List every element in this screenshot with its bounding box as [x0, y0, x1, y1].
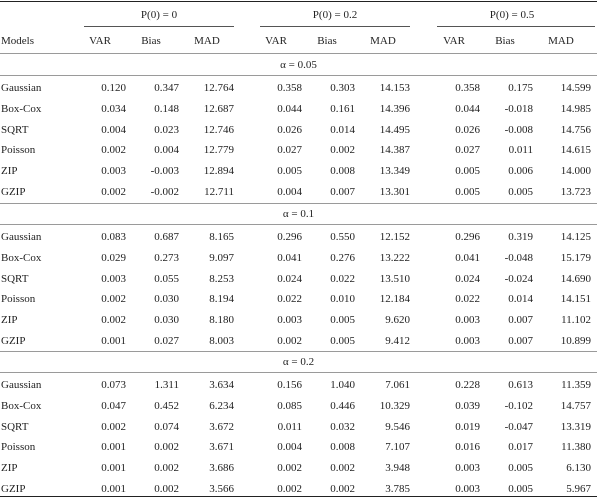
value-cell: 0.002 — [154, 462, 179, 474]
value-cell: 6.234 — [209, 400, 234, 412]
value-cell: 0.007 — [330, 186, 355, 198]
value-cell: 11.359 — [561, 379, 591, 391]
metric-header-var: VAR — [89, 35, 111, 47]
model-name: ZIP — [1, 165, 18, 177]
value-cell: 12.711 — [204, 186, 234, 198]
section-title: α = 0.1 — [282, 208, 315, 220]
value-cell: 0.296 — [455, 231, 480, 243]
value-cell: 10.329 — [379, 400, 410, 412]
value-cell: 0.002 — [101, 144, 126, 156]
value-cell: 3.566 — [209, 483, 234, 495]
value-cell: 0.034 — [101, 103, 126, 115]
value-cell: 0.039 — [455, 400, 480, 412]
section-divider — [0, 75, 597, 76]
value-cell: 0.005 — [277, 165, 302, 177]
value-cell: 0.004 — [101, 124, 126, 136]
value-cell: 11.380 — [561, 441, 591, 453]
value-cell: 0.120 — [101, 82, 126, 94]
value-cell: 11.102 — [561, 314, 591, 326]
value-cell: 0.002 — [101, 293, 126, 305]
value-cell: 0.003 — [455, 483, 480, 495]
value-cell: -0.002 — [150, 186, 179, 198]
metric-header-mad: MAD — [370, 35, 396, 47]
model-name: GZIP — [1, 335, 26, 347]
value-cell: 0.085 — [277, 400, 302, 412]
value-cell: 0.044 — [277, 103, 302, 115]
value-cell: 14.690 — [560, 273, 591, 285]
value-cell: 0.007 — [508, 314, 533, 326]
value-cell: 0.027 — [154, 335, 179, 347]
value-cell: 0.228 — [455, 379, 480, 391]
value-cell: 0.175 — [508, 82, 533, 94]
value-cell: 12.687 — [203, 103, 234, 115]
value-cell: 12.779 — [203, 144, 234, 156]
value-cell: 0.032 — [330, 421, 355, 433]
value-cell: 0.002 — [101, 186, 126, 198]
value-cell: 0.014 — [508, 293, 533, 305]
value-cell: 0.001 — [101, 483, 126, 495]
value-cell: 5.967 — [566, 483, 591, 495]
metric-header-var: VAR — [265, 35, 287, 47]
model-name: Box-Cox — [1, 103, 42, 115]
value-cell: 0.022 — [277, 293, 302, 305]
value-cell: 0.002 — [101, 314, 126, 326]
section-divider — [0, 372, 597, 373]
value-cell: 0.017 — [508, 441, 533, 453]
value-cell: 0.055 — [154, 273, 179, 285]
value-cell: 0.687 — [154, 231, 179, 243]
value-cell: 12.152 — [379, 231, 410, 243]
value-cell: 9.546 — [385, 421, 410, 433]
value-cell: 3.785 — [385, 483, 410, 495]
value-cell: 15.179 — [560, 252, 591, 264]
value-cell: 14.985 — [560, 103, 591, 115]
model-name: Gaussian — [1, 379, 42, 391]
metric-header-bias: Bias — [495, 35, 515, 47]
value-cell: 14.757 — [560, 400, 591, 412]
value-cell: 0.047 — [101, 400, 126, 412]
value-cell: 0.003 — [455, 462, 480, 474]
value-cell: 0.030 — [154, 293, 179, 305]
value-cell: 7.061 — [385, 379, 410, 391]
value-cell: 0.358 — [277, 82, 302, 94]
value-cell: 0.006 — [508, 165, 533, 177]
value-cell: 13.319 — [560, 421, 591, 433]
value-cell: 0.002 — [154, 441, 179, 453]
value-cell: 0.002 — [101, 421, 126, 433]
value-cell: 0.022 — [330, 273, 355, 285]
model-name: Gaussian — [1, 231, 42, 243]
group-underline-p0 — [84, 26, 234, 27]
model-name: SQRT — [1, 273, 29, 285]
value-cell: 0.002 — [330, 462, 355, 474]
value-cell: 12.894 — [203, 165, 234, 177]
value-cell: 0.011 — [508, 144, 533, 156]
value-cell: 0.004 — [277, 186, 302, 198]
model-name: Gaussian — [1, 82, 42, 94]
group-header-p02: P(0) = 0.2 — [312, 9, 358, 21]
value-cell: 0.002 — [277, 462, 302, 474]
value-cell: -0.047 — [504, 421, 533, 433]
value-cell: 3.634 — [209, 379, 234, 391]
value-cell: 14.153 — [379, 82, 410, 94]
value-cell: 0.003 — [101, 165, 126, 177]
value-cell: 0.005 — [330, 335, 355, 347]
group-underline-p05 — [437, 26, 595, 27]
value-cell: -0.024 — [504, 273, 533, 285]
value-cell: 0.005 — [455, 186, 480, 198]
value-cell: 0.276 — [330, 252, 355, 264]
value-cell: 8.180 — [209, 314, 234, 326]
value-cell: 0.002 — [277, 483, 302, 495]
value-cell: 0.002 — [154, 483, 179, 495]
value-cell: 0.001 — [101, 335, 126, 347]
value-cell: 0.319 — [508, 231, 533, 243]
value-cell: 14.151 — [560, 293, 591, 305]
value-cell: 12.764 — [203, 82, 234, 94]
value-cell: 14.396 — [379, 103, 410, 115]
value-cell: 8.253 — [209, 273, 234, 285]
model-name: GZIP — [1, 483, 26, 495]
value-cell: 14.125 — [560, 231, 591, 243]
value-cell: 0.004 — [277, 441, 302, 453]
value-cell: 0.027 — [277, 144, 302, 156]
group-underline-p02 — [260, 26, 410, 27]
value-cell: 0.303 — [330, 82, 355, 94]
value-cell: 9.412 — [385, 335, 410, 347]
value-cell: 0.003 — [455, 335, 480, 347]
value-cell: 0.027 — [455, 144, 480, 156]
value-cell: 0.024 — [455, 273, 480, 285]
value-cell: 13.723 — [560, 186, 591, 198]
value-cell: 0.148 — [154, 103, 179, 115]
value-cell: 0.550 — [330, 231, 355, 243]
value-cell: 0.446 — [330, 400, 355, 412]
value-cell: 0.273 — [154, 252, 179, 264]
value-cell: -0.048 — [504, 252, 533, 264]
value-cell: 10.899 — [560, 335, 591, 347]
value-cell: 3.948 — [385, 462, 410, 474]
value-cell: 0.029 — [101, 252, 126, 264]
value-cell: 14.387 — [379, 144, 410, 156]
value-cell: 0.001 — [101, 462, 126, 474]
value-cell: 1.311 — [154, 379, 179, 391]
value-cell: 0.005 — [508, 483, 533, 495]
value-cell: 1.040 — [330, 379, 355, 391]
metric-header-bias: Bias — [141, 35, 161, 47]
value-cell: 0.156 — [277, 379, 302, 391]
value-cell: 0.016 — [455, 441, 480, 453]
header-bottom-rule — [0, 53, 597, 54]
value-cell: 0.041 — [277, 252, 302, 264]
value-cell: 0.002 — [330, 483, 355, 495]
value-cell: 14.615 — [560, 144, 591, 156]
value-cell: 0.026 — [455, 124, 480, 136]
value-cell: 0.004 — [154, 144, 179, 156]
value-cell: 12.746 — [203, 124, 234, 136]
value-cell: -0.003 — [150, 165, 179, 177]
model-name: Poisson — [1, 293, 36, 305]
section-divider — [0, 224, 597, 225]
value-cell: 0.161 — [330, 103, 355, 115]
model-name: ZIP — [1, 462, 18, 474]
value-cell: 6.130 — [566, 462, 591, 474]
table-top-rule — [0, 1, 597, 2]
value-cell: 0.001 — [101, 441, 126, 453]
value-cell: 9.097 — [209, 252, 234, 264]
value-cell: 0.022 — [455, 293, 480, 305]
value-cell: 0.074 — [154, 421, 179, 433]
value-cell: 13.510 — [379, 273, 410, 285]
value-cell: 0.358 — [455, 82, 480, 94]
section-top-rule — [0, 203, 597, 204]
table-bottom-rule — [0, 496, 597, 497]
value-cell: 0.005 — [330, 314, 355, 326]
model-name: Box-Cox — [1, 252, 42, 264]
section-title: α = 0.05 — [280, 59, 317, 71]
metric-header-mad: MAD — [548, 35, 574, 47]
value-cell: 8.194 — [209, 293, 234, 305]
value-cell: 8.003 — [209, 335, 234, 347]
value-cell: 0.011 — [277, 421, 302, 433]
model-name: Poisson — [1, 441, 36, 453]
model-name: SQRT — [1, 421, 29, 433]
value-cell: 0.003 — [277, 314, 302, 326]
model-name: Box-Cox — [1, 400, 42, 412]
value-cell: 14.599 — [560, 82, 591, 94]
value-cell: 14.756 — [560, 124, 591, 136]
model-name: ZIP — [1, 314, 18, 326]
value-cell: 0.002 — [277, 335, 302, 347]
value-cell: 9.620 — [385, 314, 410, 326]
model-name: SQRT — [1, 124, 29, 136]
group-header-p05: P(0) = 0.5 — [489, 9, 535, 21]
value-cell: 0.083 — [101, 231, 126, 243]
value-cell: 0.452 — [154, 400, 179, 412]
metric-header-var: VAR — [443, 35, 465, 47]
value-cell: -0.008 — [504, 124, 533, 136]
value-cell: -0.018 — [504, 103, 533, 115]
value-cell: 12.184 — [379, 293, 410, 305]
value-cell: 0.003 — [101, 273, 126, 285]
value-cell: 0.005 — [455, 165, 480, 177]
model-name: Poisson — [1, 144, 36, 156]
group-header-p0: P(0) = 0 — [140, 9, 178, 21]
value-cell: 0.023 — [154, 124, 179, 136]
metric-header-bias: Bias — [317, 35, 337, 47]
value-cell: 0.044 — [455, 103, 480, 115]
value-cell: 0.073 — [101, 379, 126, 391]
value-cell: 13.349 — [379, 165, 410, 177]
value-cell: 14.495 — [379, 124, 410, 136]
value-cell: 0.002 — [330, 144, 355, 156]
value-cell: 8.165 — [209, 231, 234, 243]
value-cell: -0.102 — [504, 400, 533, 412]
value-cell: 0.005 — [508, 186, 533, 198]
value-cell: 13.301 — [379, 186, 410, 198]
value-cell: 0.026 — [277, 124, 302, 136]
value-cell: 0.005 — [508, 462, 533, 474]
value-cell: 7.107 — [385, 441, 410, 453]
value-cell: 0.030 — [154, 314, 179, 326]
value-cell: 0.003 — [455, 314, 480, 326]
value-cell: 0.613 — [508, 379, 533, 391]
value-cell: 3.671 — [209, 441, 234, 453]
value-cell: 3.686 — [209, 462, 234, 474]
metric-header-mad: MAD — [194, 35, 220, 47]
value-cell: 0.008 — [330, 441, 355, 453]
section-top-rule — [0, 351, 597, 352]
value-cell: 0.296 — [277, 231, 302, 243]
value-cell: 3.672 — [209, 421, 234, 433]
value-cell: 0.347 — [154, 82, 179, 94]
model-name: GZIP — [1, 186, 26, 198]
value-cell: 0.007 — [508, 335, 533, 347]
value-cell: 0.014 — [330, 124, 355, 136]
section-title: α = 0.2 — [282, 356, 315, 368]
value-cell: 14.000 — [560, 165, 591, 177]
value-cell: 0.008 — [330, 165, 355, 177]
value-cell: 0.010 — [330, 293, 355, 305]
models-column-header: Models — [1, 35, 34, 47]
value-cell: 0.024 — [277, 273, 302, 285]
value-cell: 0.019 — [455, 421, 480, 433]
value-cell: 13.222 — [379, 252, 410, 264]
value-cell: 0.041 — [455, 252, 480, 264]
